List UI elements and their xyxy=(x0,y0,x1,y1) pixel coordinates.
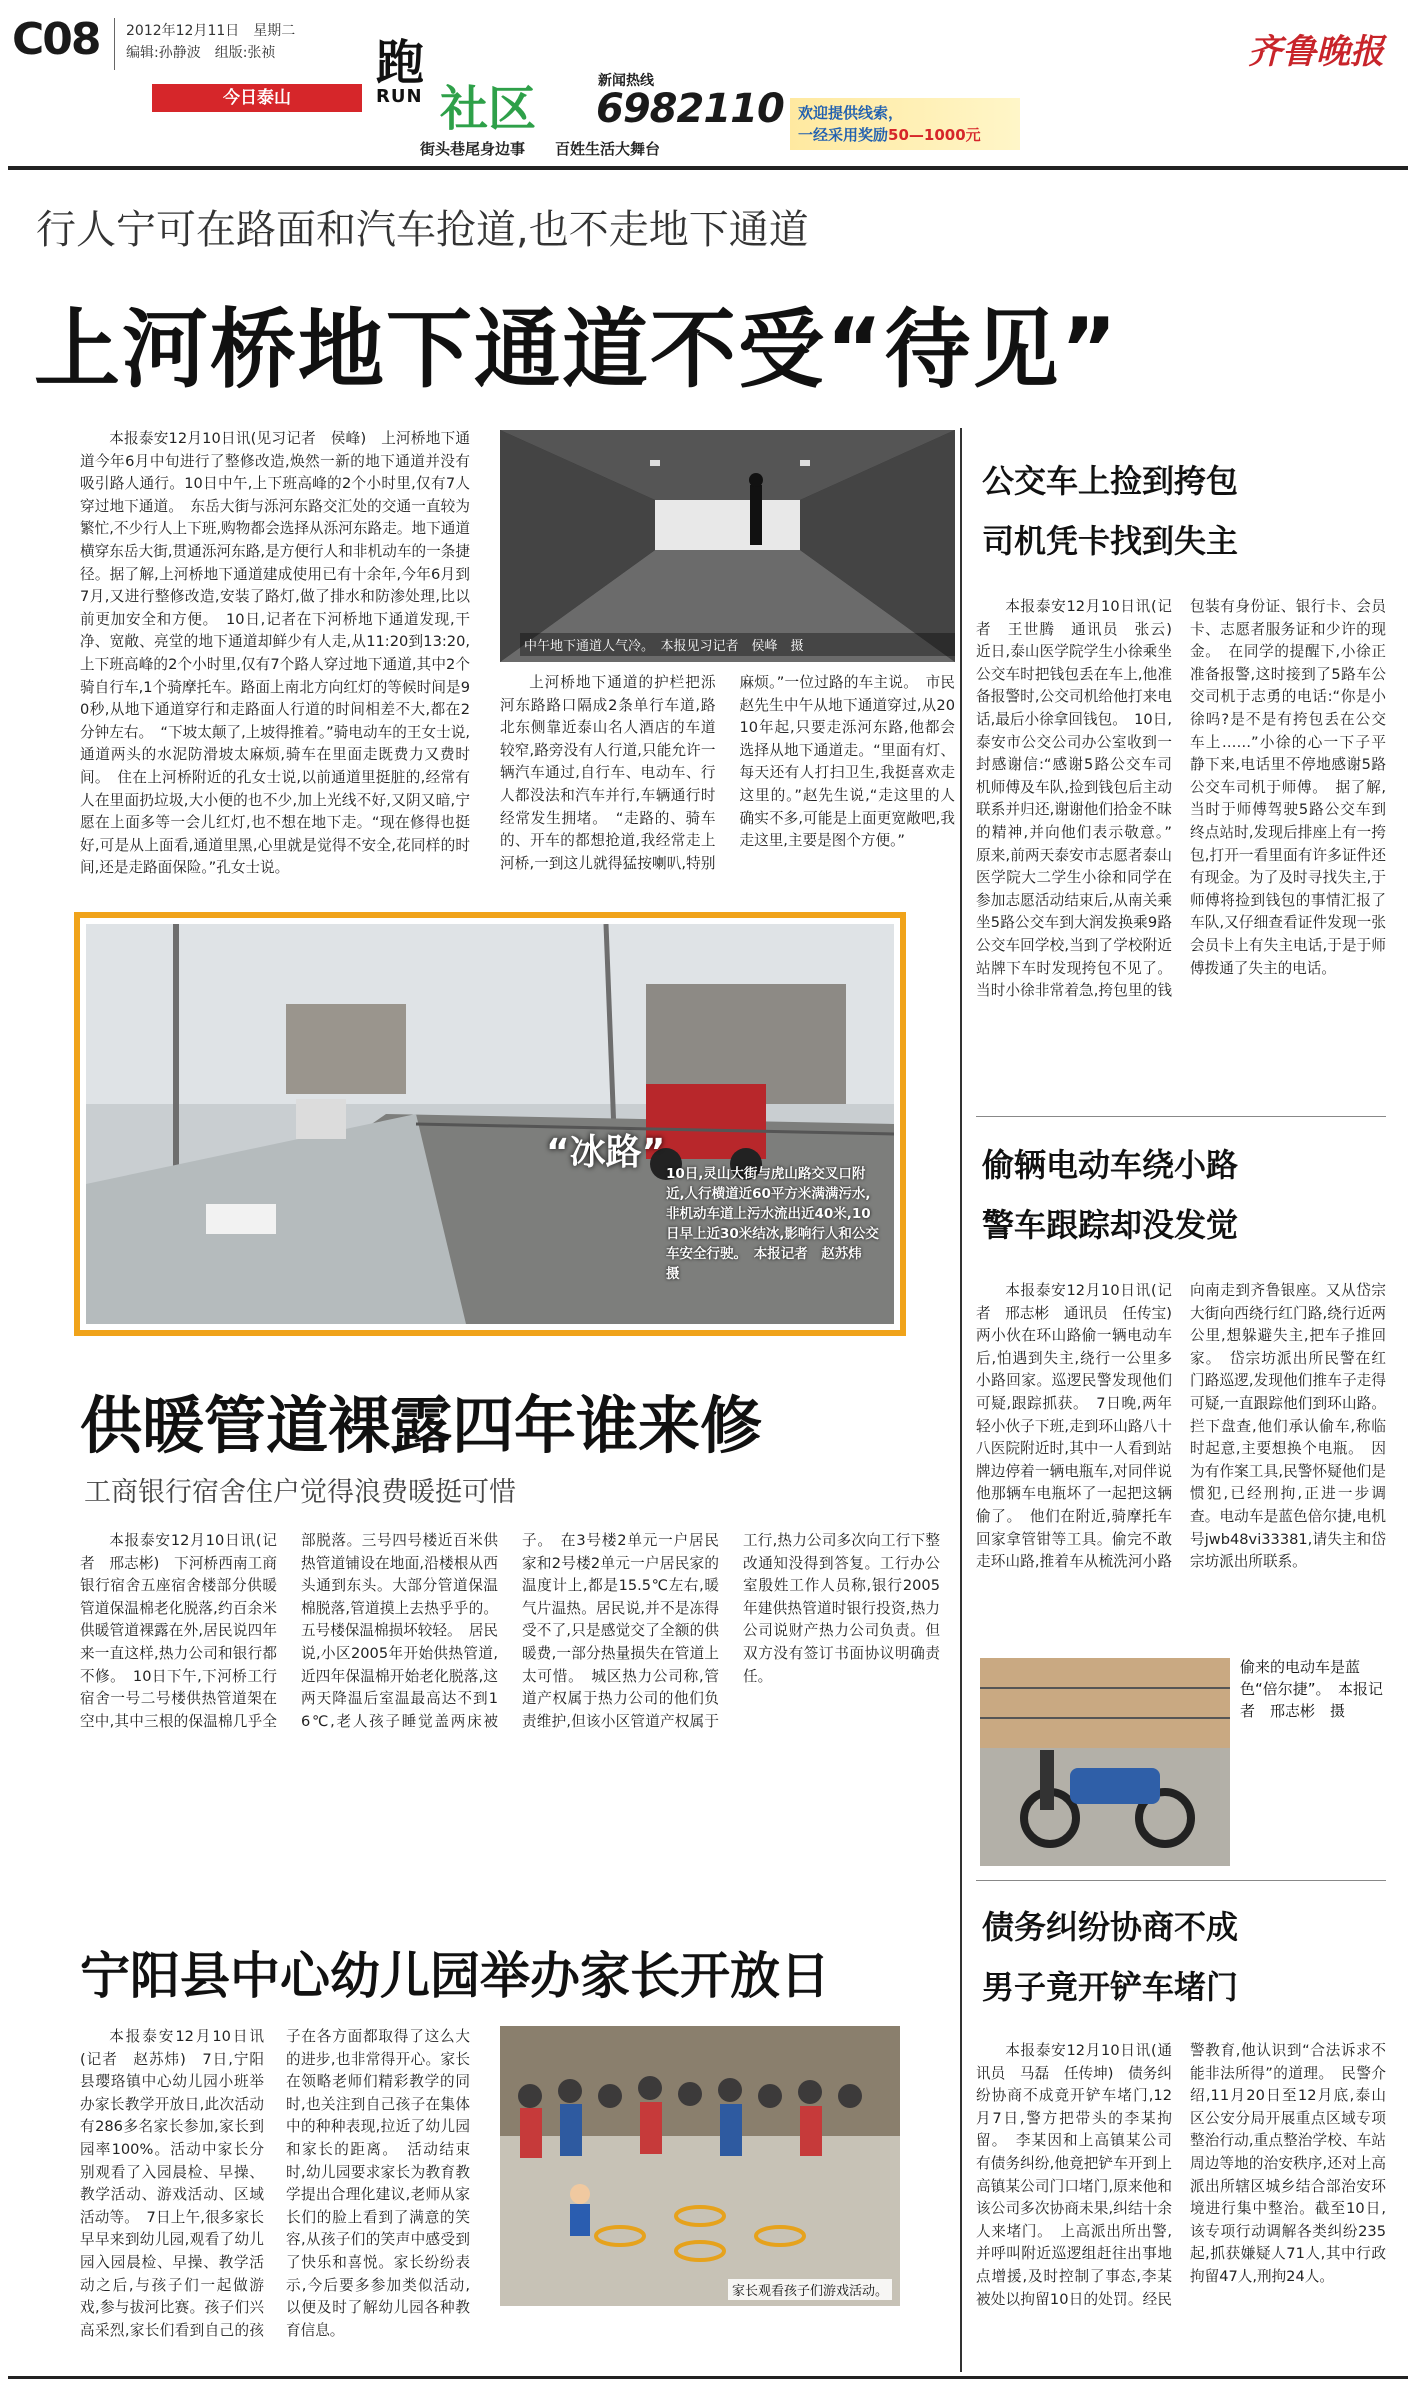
ebike-caption: 偷来的电动车是蓝色“倍尔捷”。 本报记者 邢志彬 摄 xyxy=(1240,1658,1384,1720)
kindergarten-photo xyxy=(500,2026,900,2306)
ebike-title2: 警车跟踪却没发觉 xyxy=(982,1206,1239,1244)
kindergarten-title: 宁阳县中心幼儿园举办家长开放日 xyxy=(80,1947,830,2005)
hotline-number: 6982110 xyxy=(596,86,784,132)
ice-road-photo xyxy=(86,924,894,1324)
ebike-photo xyxy=(980,1658,1230,1866)
bus-title1: 公交车上捡到挎包 xyxy=(982,462,1239,500)
slogan: 街头巷尾身边事 百姓生活大舞台 xyxy=(420,140,661,158)
ebike-text: 本报泰安12月10日讯(记者 邢志彬 通讯员 任传宝) 两小伙在环山路偷一辆电动车后,怕遇到失主,绕行一公里多小路回家。巡逻民警发现他们可疑,跟踪抓获。 7日晚,两年轻小伙子下班,走到环山路八十八医院附近时,其中一人看到站牌边停着一辆电瓶车,对同伴说他那辆车电瓶坏了一起把这辆偷了。 他们在附近,骑摩托车回家拿管钳等工具。偷完不敢走环山路,推着车从梳洗河小路向南走到齐鲁银座。又从岱宗大街向西绕行红门路,绕行近两公里,想躲避失主,把车子推回家。 岱宗坊派出所民警在红门路巡逻,发现他们推车子走得可疑,一直跟踪他们到环山路。拦下盘查,他们承认偷车,称临时起意,主要想换个电瓶。 因为有作案工具,民警怀疑他们是惯犯,已经刑拘,正进一步调查。电动车是蓝色倍尔捷,电机号jwb48vi33381,请失主和岱宗坊派出所联系。 xyxy=(976,1282,1386,1571)
ice-caption: 10日,灵山大街与虎山路交叉口附近,人行横道近60平方米满满污水,非机动车道上污水流出近40米,10日早上近30米结冰,影响行人和公交车安全行驶。 本报记者 赵苏炜 摄 xyxy=(666,1166,879,1282)
underpass-photo xyxy=(500,430,955,662)
underpass-caption: 中午地下通道人气冷。 本报见习记者 侯峰 摄 xyxy=(520,633,955,656)
bus-text: 本报泰安12月10日讯(记者 王世腾 通讯员 张云) 近日,泰山医学院学生小徐乘坐公交车时把钱包丢在车上,他准备报警时,公交司机给他打来电话,最后小徐拿回钱包。 10日,泰安市公交公司办公室收到一封感谢信:“感谢5路公交车司机师傅及车队,捡到钱包后主动联系并归还,谢谢他们拾金不昧的精神,并向他们表示敬意。” 原来,前两天泰安市志愿者泰山医学院大二学生小徐和同学在参加志愿活动结束后,从南关乘坐5路公交车到大润发换乘9路公交车回学校,当到了学校附近站牌下车时发现挎包不见了。当时小徐非常着急,挎包里的钱包装有身份证、银行卡、会员卡、志愿者服务证和少许的现金。 在同学的提醒下,小徐正准备报警,这时接到了5路车公交司机于志勇的电话:“你是小徐吗?是不是有挎包丢在公交车上……”小徐的心一下子平静下来,电话里不停地感谢5路公交车司机于师傅。 据了解,当时于师傅驾驶5路公交车到终点站时,发现后排座上有一挎包,打开一看里面有许多证件还有现金。为了及时寻找失主,于师傅将捡到钱包的事情汇报了车队,又仔细查看证件发现一张会员卡上有失主电话,于是于师傅拨通了失主的电话。 xyxy=(976,598,1386,1000)
debt-title2: 男子竟开铲车堵门 xyxy=(982,1968,1239,2006)
heating-text: 本报泰安12月10日讯(记者 邢志彬) 下河桥西南工商银行宿舍五座宿舍楼部分供暖管道保温棉老化脱落,约百余米供暖管道裸露在外,居民说四年来一直这样,热力公司和银行都不修。 10日下午,下河桥工行宿舍一号二号楼供热管道架在空中,其中三根的保温棉几乎全部脱落。三号四号楼近百米供热管道铺设在地面,沿楼根从西头通到东头。大部分管道保温棉脱落,管道摸上去热乎乎的。五号楼保温棉损坏较轻。 居民说,小区2005年开始供热管道,近四年保温棉开始老化脱落,这两天降温后室温最高达不到16℃,老人孩子睡觉盖两床被子。 在3号楼2单元一户居民家和2号楼2单元一户居民家的温度计上,都是15.5℃左右,暖气片温热。居民说,并不是冻得受不了,只是感觉交了全额的供暖费,一部分热量损失在管道上太可惜。 城区热力公司称,管道产权属于热力公司的他们负责维护,但该小区管道产权属于工行,热力公司多次向工行下整改通知没得到答复。工行办公室殷姓工作人员称,银行2005年建供热管道时银行投资,热力公司说财产热力公司负责。但双方没有签订书面协议明确责任。 xyxy=(80,1532,940,1730)
heating-title: 供暖管道裸露四年谁来修 xyxy=(80,1389,763,1462)
section-tag: 今日泰山 xyxy=(152,84,362,112)
lead-col1: 本报泰安12月10日讯(见习记者 侯峰) 上河桥地下通道今年6月中旬进行了整修改造,焕然一新的地下通道并没有吸引路人通行。10日中午,上下班高峰的2个小时里,仅有7人穿过地下通道。 东岳大街与泺河东路交汇处的交通一直较为繁忙,不少行人上下班,购物都会选择从泺河东路走。地下通道横穿东岳大街,贯通泺河东路,是方便行人和非机动车的一条捷径。据了解,上河桥地下通道建成使用已有十余年,今年6月到7月,又进行整修改造,安装了路灯,做了排水和防渗处理,比以前更加安全和方便。 10日,记者在下河桥地下通道发现,干净、宽敞、亮堂的地下通道却鲜少有人走,从11:20到13:20,上下班高峰的2个小时里,仅有7个路人穿过地下通道,其中2个骑自行车,1个骑摩托车。路面上南北方向红灯的等候时间是90秒,从地下通道穿行和走路面人行道的时间相差不大,都在2分钟左右。 “下坡太颠了,上坡得推着。”骑电动车的王女士说,通道两头的水泥防滑坡太麻烦,骑车在里面走既费力又费时间。 住在上河桥附近的孔女士说,以前通道里挺脏的,经常有人在里面扔垃圾,大小便的也不少,加上光线不好,又阴又暗,宁愿在上面多等一会儿红灯,也不想在地下走。“现在修得也挺好,可是从上面看,通道里黑,心里就是觉得不安全,花同样的时间,还是走路面保险。”孔女士说。 xyxy=(80,430,470,877)
ebike-title1: 偷辆电动车绕小路 xyxy=(982,1146,1239,1184)
reward-box: 欢迎提供线索， 一经采用奖励50—1000元 xyxy=(790,98,1020,150)
kindergarten-col1: 本报泰安12月10日讯(记者 赵苏炜) 7日,宁阳县璎珞镇中心幼儿园小班举办家长教学开放日,此次活动有286多名家长参加,家长到园率100%。活动中家长分别观看了入园晨检、早操、教学活动、游戏活动、区域活动等。 7日上午,很多家长早早来到幼儿园,观看了幼儿园入园晨检、早操、教学活动之后,与孩子们一起做游戏,参与拔河比赛。孩子们兴高采烈,家长们看到自己的孩子在各方面都取得了这么大的进步,也非常得开心。家长在领略老师们精彩教学的同时,也关注到自己孩子在集体中的种种表现,拉近了幼儿园和家长的距离。 活动结束时,幼儿园要求家长为教育教学提出合理化建议,老师从家长们的脸上看到了满意的笑容,从孩子们的笑声中感受到了快乐和喜悦。家长纷纷表示,今后要多参加类似活动,以便及时了解幼儿园各种教育信息。 xyxy=(80,2028,470,2339)
lead-subtitle: 行人宁可在路面和汽车抢道,也不走地下通道 xyxy=(36,207,809,253)
editor-credit: 编辑:孙静波 组版:张祯 xyxy=(126,45,276,61)
run-logo: 跑 RUN xyxy=(376,35,425,107)
lead-col2: 上河桥地下通道的护栏把泺河东路路口隔成2条单行车道,路北东侧靠近泰山名人酒店的车道较窄,路旁没有人行道,只能允许一辆汽车通过,自行车、电动车、行人都没法和汽车并行,车辆通行时经常发生拥堵。 “走路的、骑车的、开车的都想抢道,我经常走上河桥,一到这儿就得猛按喇叭,特别麻烦。”一位过路的车主说。 市民赵先生中午从地下通道穿过,从2010年起,只要走泺河东路,他都会选择从地下通道走。“里面有灯、每天还有人打扫卫生,我挺喜欢走这里的。”赵先生说,“走这里的人确实不多,可能是上面更宽敞吧,我走这里,主要是图个方便。” xyxy=(500,674,955,872)
column-name: 社区 xyxy=(440,81,537,137)
issue-date: 2012年12月11日 星期二 xyxy=(126,23,296,39)
debt-title1: 债务纠纷协商不成 xyxy=(982,1908,1239,1946)
lead-title: 上河桥地下通道不受“待见” xyxy=(34,300,1120,400)
page-number: C08 xyxy=(12,14,100,65)
paper-logo: 齐鲁晚报 xyxy=(1248,32,1384,72)
debt-text: 本报泰安12月10日讯(通讯员 马磊 任传坤) 债务纠纷协商不成竟开铲车堵门,12月7日,警方把带头的李某拘留。 李某因和上高镇某公司有债务纠纷,他竟把铲车开到上高镇某公司门口堵门,原来他和该公司多次协商未果,纠结十余人来堵门。 上高派出所出警,并呼叫附近巡逻组赶往出事地点增援,及时控制了事态,李某被处以拘留10日的处罚。经民警教育,他认识到“合法诉求不能非法所得”的道理。 民警介绍,11月20日至12月底,泰山区公安分局开展重点区域专项整治行动,重点整治学校、车站周边等地的治安秩序,还对上高派出所辖区城乡结合部治安环境进行集中整治。截至10日,该专项行动调解各类纠纷235起,抓获嫌疑人71人,其中行政拘留47人,刑拘24人。 xyxy=(976,2042,1386,2308)
kindergarten-caption: 家长观看孩子们游戏活动。 xyxy=(728,2279,892,2300)
hotline-label: 新闻热线 xyxy=(598,73,654,89)
heating-subtitle: 工商银行宿舍住户觉得浪费暖挺可惜 xyxy=(84,1477,516,1508)
bus-title2: 司机凭卡找到失主 xyxy=(982,522,1239,560)
ice-tag: “冰路” xyxy=(546,1132,666,1173)
